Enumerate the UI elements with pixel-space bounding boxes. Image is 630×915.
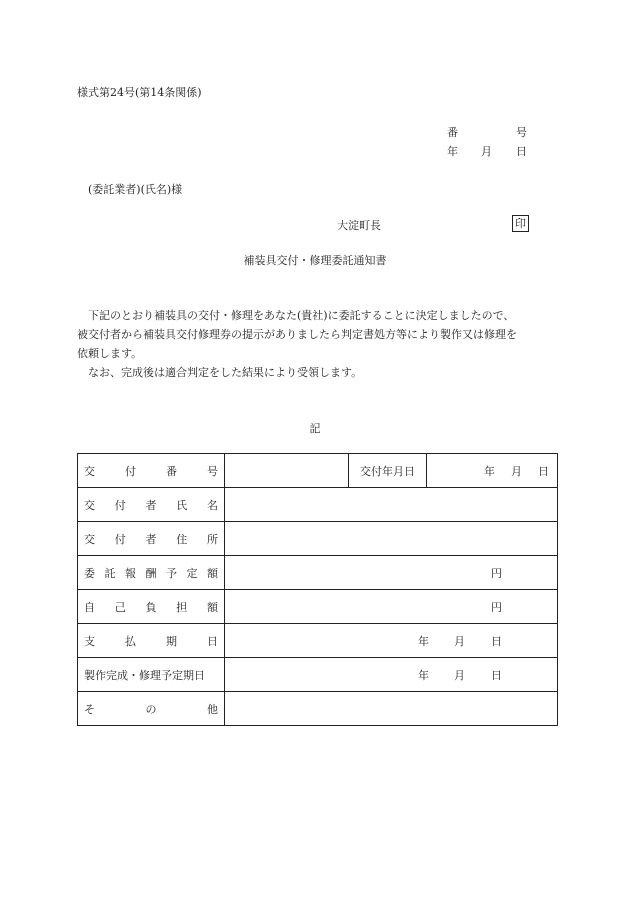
field-issue-number[interactable] bbox=[225, 454, 349, 488]
issuer-name: 大淀町長 bbox=[337, 219, 381, 232]
ki-heading: 記 bbox=[309, 422, 321, 435]
table-row-self-pay bbox=[78, 590, 558, 624]
yen-unit: 円 bbox=[491, 567, 502, 580]
field-commission-fee[interactable] bbox=[225, 556, 558, 590]
doc-day-label: 日 bbox=[516, 145, 527, 158]
field-other[interactable] bbox=[225, 692, 558, 726]
body-line-2: 被交付者から補装具交付修理券の提示がありましたら判定書処方等により製作又は修理を bbox=[77, 328, 517, 341]
label-commission-fee: 委 託 報 酬 予 定 額 bbox=[78, 556, 225, 590]
label-recipient-address: 交 付 者 住 所 bbox=[78, 522, 225, 556]
table-row-other bbox=[78, 692, 558, 726]
doc-month-label: 月 bbox=[481, 145, 492, 158]
label-self-pay: 自 己 負 担 額 bbox=[78, 590, 225, 624]
form-number: 様式第24号(第14条関係) bbox=[77, 86, 202, 99]
label-payment-date: 支 払 期 日 bbox=[78, 624, 225, 658]
table-row-commission-fee bbox=[78, 556, 558, 590]
body-line-3: 依頼します。 bbox=[77, 347, 143, 360]
label-issue-number: 交 付 番 号 bbox=[78, 454, 225, 488]
label-completion-date: 製作完成・修理予定期日 bbox=[78, 658, 225, 692]
field-recipient-name[interactable] bbox=[225, 488, 558, 522]
table-row-recipient-address bbox=[78, 522, 558, 556]
seal-stamp: 印 bbox=[512, 215, 529, 232]
doc-year-label: 年 bbox=[447, 145, 458, 158]
field-issue-date[interactable]: 年 月 日 bbox=[427, 454, 558, 488]
doc-number-label: 番 bbox=[447, 126, 458, 139]
table-row-recipient-name bbox=[78, 488, 558, 522]
document-title: 補装具交付・修理委託通知書 bbox=[243, 254, 387, 267]
field-self-pay[interactable] bbox=[225, 590, 558, 624]
label-issue-date: 交付年月日 bbox=[349, 454, 427, 488]
table-row-issue-number bbox=[78, 454, 558, 488]
label-recipient-name: 交 付 者 氏 名 bbox=[78, 488, 225, 522]
field-payment-date[interactable]: 年 月 日 bbox=[225, 624, 558, 658]
doc-number-suffix: 号 bbox=[516, 126, 527, 139]
field-recipient-address[interactable] bbox=[225, 522, 558, 556]
addressee: (委託業者)(氏名)様 bbox=[88, 183, 183, 196]
label-other: そ の 他 bbox=[78, 692, 225, 726]
detail-table bbox=[77, 453, 558, 726]
body-line-4: なお、完成後は適合判定をした結果により受領します。 bbox=[88, 366, 363, 379]
field-completion-date[interactable]: 年 月 日 bbox=[225, 658, 558, 692]
table-row-completion-date bbox=[78, 658, 558, 692]
table-row-payment-date bbox=[78, 624, 558, 658]
body-line-1: 下記のとおり補装具の交付・修理をあなた(貴社)に委託することに決定しましたので、 bbox=[88, 309, 515, 322]
yen-unit: 円 bbox=[491, 601, 502, 614]
